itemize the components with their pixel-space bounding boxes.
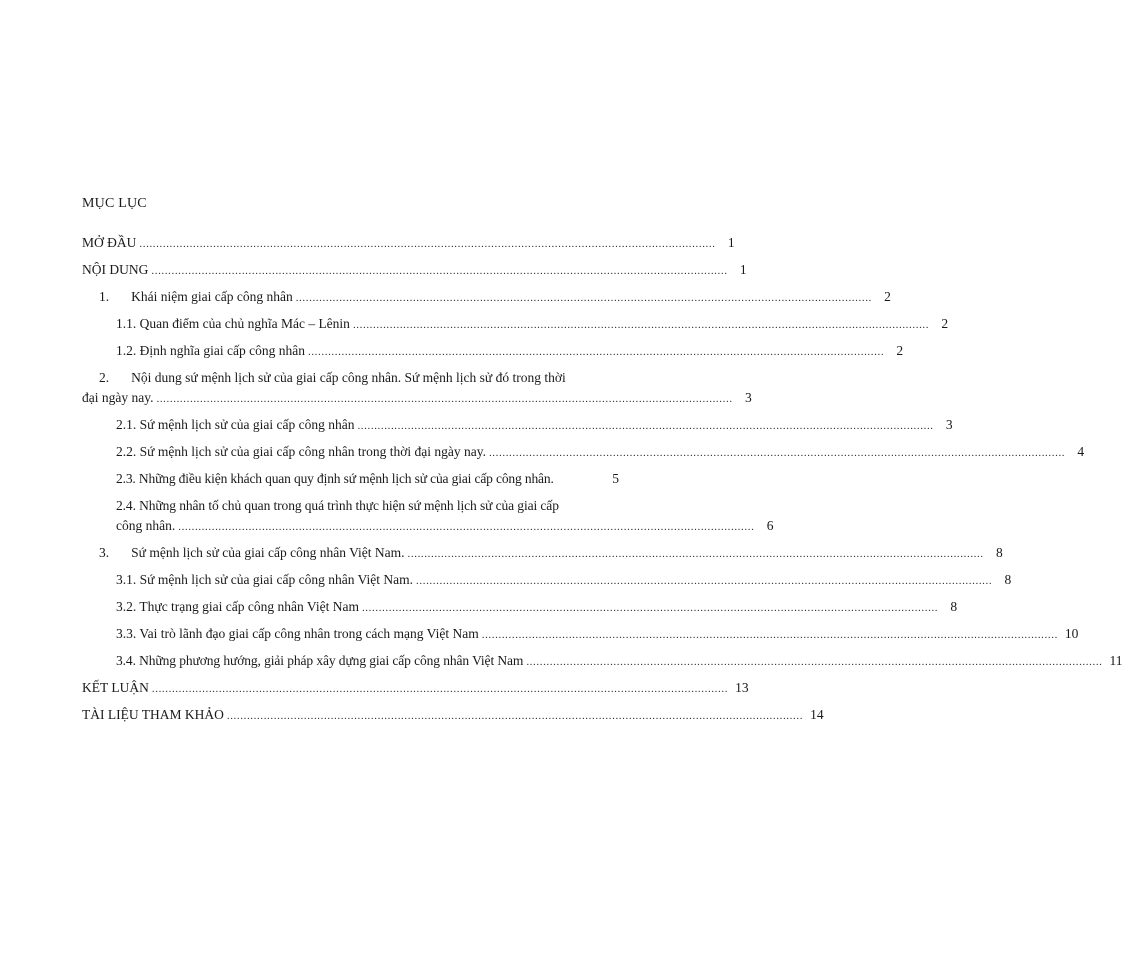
toc-entry-text: 3.1. Sứ mệnh lịch sử của giai cấp công nhân Việt Nam. bbox=[116, 572, 414, 587]
dot-leader: ............................................................................................................................................................................ bbox=[481, 629, 1058, 641]
toc-entry-text: 1.2. Định nghĩa giai cấp công nhân bbox=[116, 343, 305, 358]
toc-entry-text: 3.3. Vai trò lãnh đạo giai cấp công nhân trong cách mạng Việt Nam bbox=[116, 626, 479, 641]
toc-entry-text: 3.2. Thực trạng giai cấp công nhân Việt Nam bbox=[116, 599, 359, 614]
toc-entry-3-4[interactable] bbox=[116, 651, 1123, 672]
dot-leader: ............................................................................................................................................................................ bbox=[295, 292, 872, 304]
toc-page-number: 13 bbox=[735, 680, 749, 695]
toc-entry-section-2[interactable] bbox=[82, 368, 752, 409]
dot-leader: ............................................................................................................................................................................ bbox=[151, 265, 728, 277]
toc-page-number: 8 bbox=[1004, 572, 1012, 587]
toc-entry-2-4[interactable] bbox=[116, 496, 774, 537]
toc-entry-3-2[interactable] bbox=[116, 597, 958, 618]
dot-leader: ............................................................................................................................................................................ bbox=[226, 710, 804, 722]
toc-entry-text: 3.4. Những phương hướng, giải pháp xây dựng giai cấp công nhân Việt Nam bbox=[116, 653, 524, 668]
toc-page-number: 8 bbox=[995, 545, 1003, 560]
toc-entry-text: Nội dung sứ mệnh lịch sử của giai cấp công nhân. Sứ mệnh lịch sử đó trong thời bbox=[131, 370, 566, 385]
dot-leader: ............................................................................................................................................................................ bbox=[526, 656, 1103, 668]
toc-entry-text: 2.2. Sứ mệnh lịch sử của giai cấp công nhân trong thời đại ngày nay. bbox=[116, 444, 486, 459]
toc-page-number: 5 bbox=[612, 471, 619, 486]
toc-page-number: 6 bbox=[766, 518, 774, 533]
toc-entry-number: 1. bbox=[99, 289, 110, 304]
toc-entry-text: Sứ mệnh lịch sử của giai cấp công nhân Việt Nam. bbox=[131, 545, 405, 560]
toc-entry-1-1[interactable] bbox=[116, 314, 949, 335]
toc-page-number: 2 bbox=[884, 289, 891, 304]
toc-entry-text: KẾT LUẬN bbox=[82, 680, 149, 695]
toc-entry-section-3[interactable] bbox=[99, 543, 1003, 564]
toc-entry-text: 2.1. Sứ mệnh lịch sử của giai cấp công nhân bbox=[116, 417, 355, 432]
dot-leader: ............................................................................................................................................................................ bbox=[352, 319, 930, 331]
toc-entry-section-1[interactable] bbox=[99, 287, 891, 308]
toc-entry-ket-luan[interactable] bbox=[82, 678, 749, 699]
toc-page-number: 3 bbox=[744, 390, 752, 405]
toc-entry-3-3[interactable] bbox=[116, 624, 1079, 645]
toc-entry-text: NỘI DUNG bbox=[82, 262, 149, 277]
toc-entry-number: 2. bbox=[99, 370, 110, 385]
dot-leader: ............................................................................................................................................................................ bbox=[407, 548, 984, 560]
dot-leader: ............................................................................................................................................................................ bbox=[139, 238, 716, 250]
toc-entry-mo-dau[interactable] bbox=[82, 233, 735, 254]
dot-leader: ............................................................................................................................................................................ bbox=[156, 393, 733, 405]
toc-entry-text: MỞ ĐẦU bbox=[82, 235, 137, 250]
toc-entry-noi-dung[interactable] bbox=[82, 260, 747, 281]
toc-entry-text-continued: công nhân. bbox=[116, 518, 176, 533]
toc-page-number: 1 bbox=[739, 262, 747, 277]
toc-entry-2-2[interactable] bbox=[116, 442, 1085, 463]
dot-leader: ............................................................................................................................................................................ bbox=[416, 575, 993, 587]
toc-entry-text: 2.4. Những nhân tố chủ quan trong quá trình thực hiện sứ mệnh lịch sử của giai cấp bbox=[116, 498, 559, 513]
toc-page-number: 1 bbox=[727, 235, 735, 250]
dot-leader: ............................................................................................................................................................................ bbox=[361, 602, 939, 614]
toc-entry-2-3[interactable] bbox=[116, 469, 619, 489]
toc-entry-text: TÀI LIỆU THAM KHẢO bbox=[82, 707, 224, 722]
dot-leader: ............................................................................................................................................................................ bbox=[357, 420, 934, 432]
toc-entry-3-1[interactable] bbox=[116, 570, 1012, 591]
dot-leader: ............................................................................................................................................................................ bbox=[307, 346, 885, 358]
toc-entry-text: 2.3. Những điều kiện khách quan quy định sứ mệnh lịch sử của giai cấp công nhân. bbox=[116, 471, 554, 486]
toc-page-number: 14 bbox=[810, 707, 824, 722]
toc-page-number: 11 bbox=[1109, 653, 1123, 668]
dot-leader: ............................................................................................................................................................................ bbox=[488, 447, 1066, 459]
toc-page-number: 2 bbox=[941, 316, 949, 331]
toc-entry-text: Khái niệm giai cấp công nhân bbox=[131, 289, 293, 304]
dot-leader: ............................................................................................................................................................................ bbox=[151, 683, 729, 695]
toc-entry-number: 3. bbox=[99, 545, 110, 560]
toc-page-number: 4 bbox=[1077, 444, 1085, 459]
toc-entry-tai-lieu-tham-khao[interactable] bbox=[82, 705, 824, 726]
toc-title: MỤC LỤC bbox=[82, 196, 147, 211]
toc-entry-1-2[interactable] bbox=[116, 341, 904, 362]
dot-leader: ............................................................................................................................................................................ bbox=[178, 521, 755, 533]
toc-entry-2-1[interactable] bbox=[116, 415, 953, 436]
toc-entry-text: 1.1. Quan điểm của chủ nghĩa Mác – Lênin bbox=[116, 316, 350, 331]
toc-page-number: 8 bbox=[950, 599, 958, 614]
toc-page-number: 10 bbox=[1064, 626, 1079, 641]
toc-page-number: 2 bbox=[896, 343, 904, 358]
toc-entry-text-continued: đại ngày nay. bbox=[82, 390, 154, 405]
toc-page-number: 3 bbox=[945, 417, 953, 432]
